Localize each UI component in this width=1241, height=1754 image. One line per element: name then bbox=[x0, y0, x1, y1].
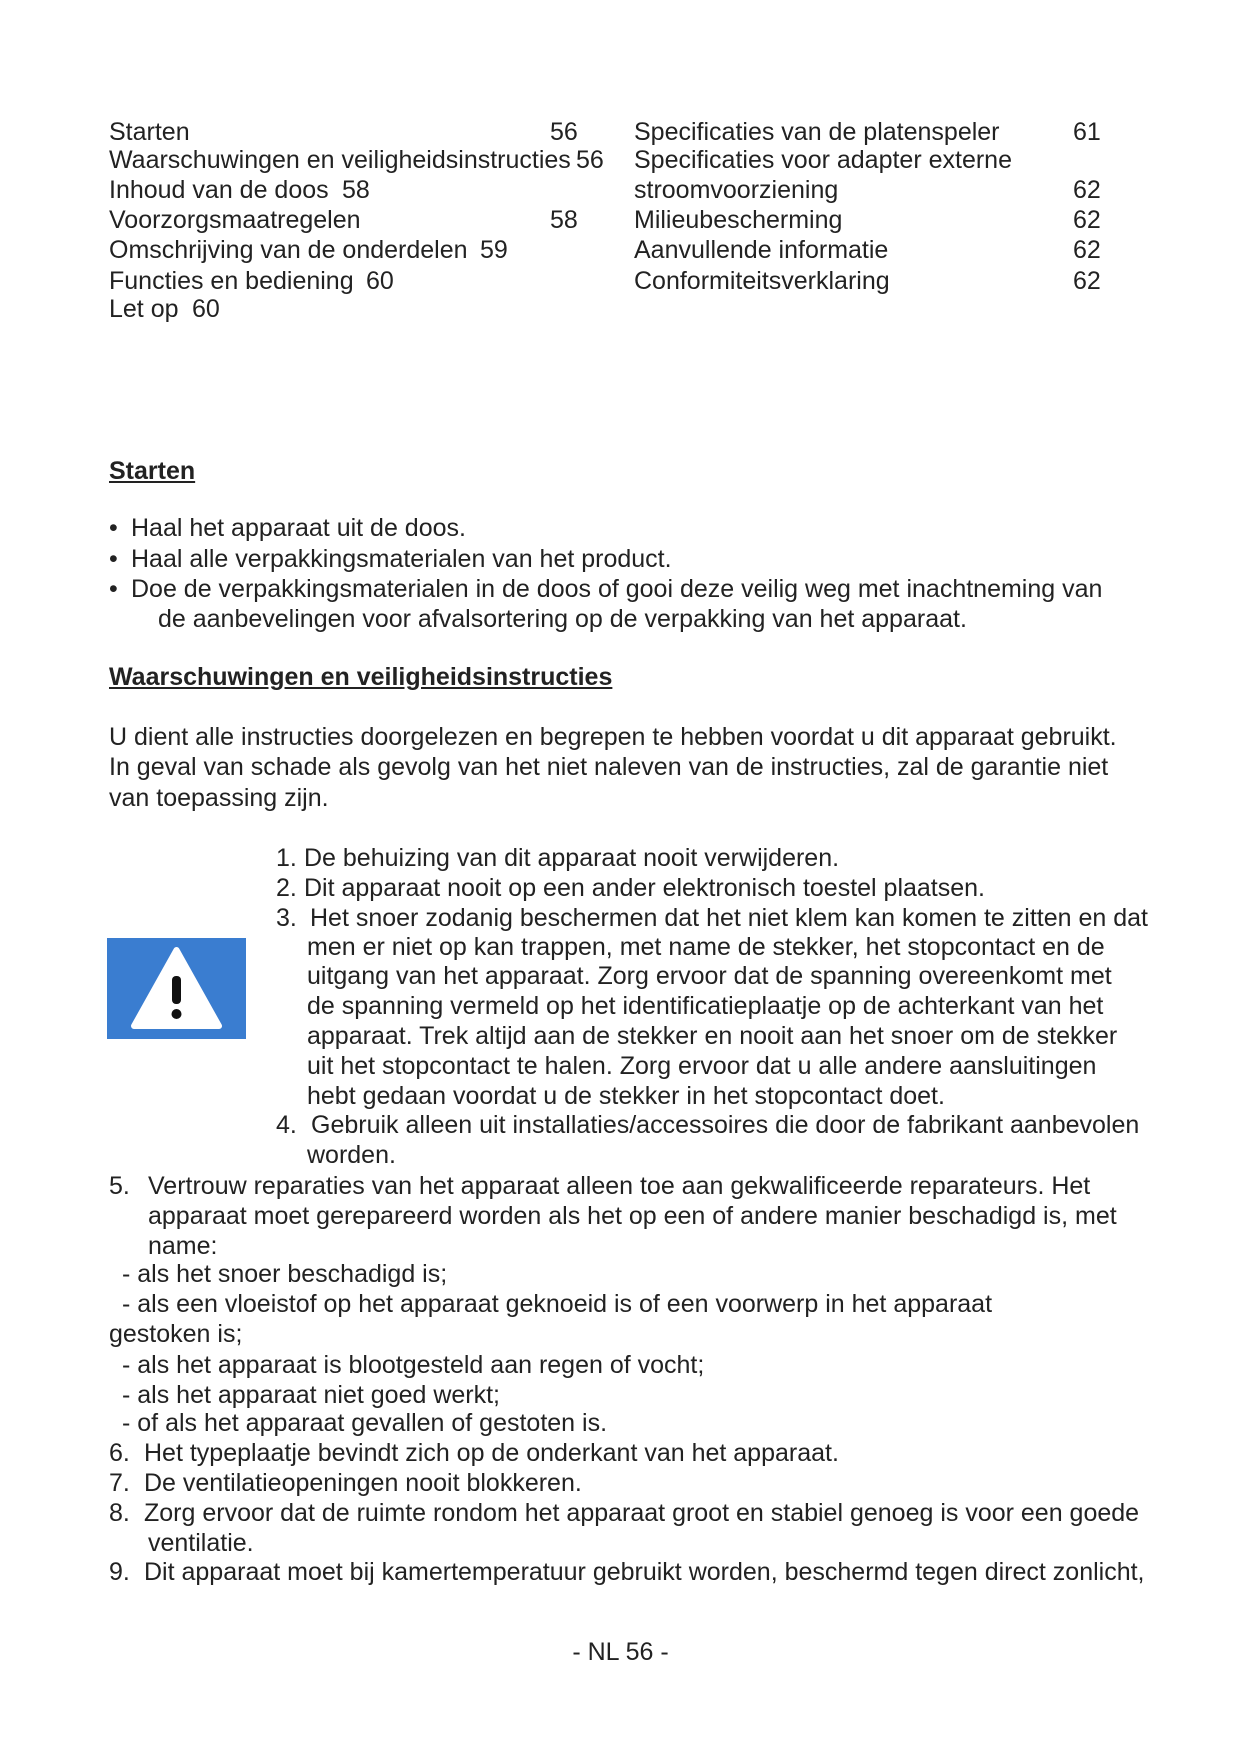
toc-page: 58 bbox=[550, 206, 578, 234]
section-heading-safety: Waarschuwingen en veiligheidsinstructies bbox=[109, 663, 613, 691]
sub-item-line: gestoken is; bbox=[109, 1320, 243, 1348]
item-number: 1. bbox=[276, 844, 297, 872]
section-heading-starten: Starten bbox=[109, 457, 196, 485]
numbered-item-line: worden. bbox=[307, 1141, 396, 1169]
list-item: Doe de verpakkingsmaterialen in de doos of gooi deze veilig weg met inachtneming van bbox=[131, 575, 1103, 603]
intro-line: In geval van schade als gevolg van het niet naleven van de instructies, zal de garantie niet bbox=[109, 753, 1109, 781]
sub-item: - of als het apparaat gevallen of gestoten is. bbox=[122, 1409, 608, 1437]
toc-page: 56 bbox=[550, 118, 578, 146]
numbered-item-line: apparaat. Trek altijd aan de stekker en nooit aan het snoer om de stekker bbox=[307, 1022, 1118, 1050]
toc-item[interactable]: Aanvullende informatie bbox=[634, 236, 889, 264]
list-item: Haal het apparaat uit de doos. bbox=[131, 514, 466, 542]
toc-item[interactable]: Conformiteitsverklaring bbox=[634, 267, 890, 295]
toc-page: 60 bbox=[366, 267, 394, 295]
toc-item[interactable]: Starten bbox=[109, 118, 190, 146]
toc-item[interactable]: stroomvoorziening bbox=[634, 176, 839, 204]
numbered-item-line: name: bbox=[148, 1232, 218, 1260]
toc-page: 58 bbox=[342, 176, 370, 204]
item-number: 2. bbox=[276, 874, 297, 902]
numbered-item: Gebruik alleen uit installaties/accessoires die door de fabrikant aanbevolen bbox=[311, 1111, 1140, 1139]
toc-item[interactable]: Specificaties van de platenspeler bbox=[634, 118, 1000, 146]
toc-page: 62 bbox=[1073, 236, 1101, 264]
numbered-item: De ventilatieopeningen nooit blokkeren. bbox=[144, 1469, 582, 1497]
numbered-item-line: uitgang van het apparaat. Zorg ervoor dat de spanning overeenkomt met bbox=[307, 962, 1112, 990]
sub-item: - als het snoer beschadigd is; bbox=[122, 1260, 448, 1288]
sub-item: - als het apparaat is blootgesteld aan regen of vocht; bbox=[122, 1351, 705, 1379]
item-number: 6. bbox=[109, 1439, 130, 1467]
toc-item[interactable]: Inhoud van de doos bbox=[109, 176, 329, 204]
toc-page: 62 bbox=[1073, 206, 1101, 234]
numbered-item-line: de spanning vermeld op het identificatieplaatje op de achterkant van het bbox=[307, 992, 1104, 1020]
numbered-item-line: apparaat moet gerepareerd worden als het op een of andere manier beschadigd is, met bbox=[148, 1202, 1117, 1230]
numbered-item: Het snoer zodanig beschermen dat het niet klem kan komen te zitten en dat bbox=[310, 904, 1148, 932]
item-number: 5. bbox=[109, 1172, 130, 1200]
list-item-continuation: de aanbevelingen voor afvalsortering op de verpakking van het apparaat. bbox=[158, 605, 967, 633]
toc-page: 60 bbox=[192, 295, 220, 323]
sub-item: - als een vloeistof op het apparaat geknoeid is of een voorwerp in het apparaat bbox=[122, 1290, 993, 1318]
bullet-icon: • bbox=[109, 545, 118, 573]
numbered-item-line: hebt gedaan voordat u de stekker in het stopcontact doet. bbox=[307, 1082, 945, 1110]
toc-item[interactable]: Specificaties voor adapter externe bbox=[634, 146, 1012, 174]
item-number: 8. bbox=[109, 1499, 130, 1527]
item-number: 7. bbox=[109, 1469, 130, 1497]
toc-page: 61 bbox=[1073, 118, 1101, 146]
sub-item: - als het apparaat niet goed werkt; bbox=[122, 1381, 501, 1409]
toc-item[interactable]: Functies en bediening bbox=[109, 267, 354, 295]
page-number: - NL 56 - bbox=[572, 1638, 669, 1666]
toc-item[interactable]: Voorzorgsmaatregelen bbox=[109, 206, 361, 234]
numbered-item: De behuizing van dit apparaat nooit verwijderen. bbox=[304, 844, 840, 872]
item-number: 3. bbox=[276, 904, 297, 932]
item-number: 4. bbox=[276, 1111, 297, 1139]
list-item: Haal alle verpakkingsmaterialen van het product. bbox=[131, 545, 672, 573]
numbered-item-line: men er niet op kan trappen, met name de stekker, het stopcontact en de bbox=[307, 933, 1105, 961]
toc-item[interactable]: Milieubescherming bbox=[634, 206, 843, 234]
bullet-icon: • bbox=[109, 514, 118, 542]
numbered-item: Het typeplaatje bevindt zich op de onderkant van het apparaat. bbox=[144, 1439, 839, 1467]
toc-item[interactable]: Omschrijving van de onderdelen bbox=[109, 236, 468, 264]
toc-page: 62 bbox=[1073, 267, 1101, 295]
toc-item[interactable]: Let op bbox=[109, 295, 179, 323]
numbered-item-line: ventilatie. bbox=[148, 1529, 254, 1557]
item-number: 9. bbox=[109, 1558, 130, 1586]
warning-triangle-icon bbox=[107, 938, 246, 1039]
numbered-item: Vertrouw reparaties van het apparaat alleen toe aan gekwalificeerde reparateurs. Het bbox=[148, 1172, 1091, 1200]
intro-line: van toepassing zijn. bbox=[109, 784, 329, 812]
toc-page: 62 bbox=[1073, 176, 1101, 204]
toc-page: 56 bbox=[576, 146, 604, 174]
bullet-icon: • bbox=[109, 575, 118, 603]
numbered-item: Dit apparaat moet bij kamertemperatuur gebruikt worden, beschermd tegen direct zonlicht, bbox=[144, 1558, 1145, 1586]
numbered-item: Dit apparaat nooit op een ander elektronisch toestel plaatsen. bbox=[304, 874, 986, 902]
toc-page: 59 bbox=[480, 236, 508, 264]
intro-line: U dient alle instructies doorgelezen en begrepen te hebben voordat u dit apparaat gebruikt. bbox=[109, 723, 1117, 751]
numbered-item: Zorg ervoor dat de ruimte rondom het apparaat groot en stabiel genoeg is voor een goede bbox=[144, 1499, 1140, 1527]
numbered-item-line: uit het stopcontact te halen. Zorg ervoor dat u alle andere aansluitingen bbox=[307, 1052, 1097, 1080]
toc-item[interactable]: Waarschuwingen en veiligheidsinstructies bbox=[109, 146, 571, 174]
